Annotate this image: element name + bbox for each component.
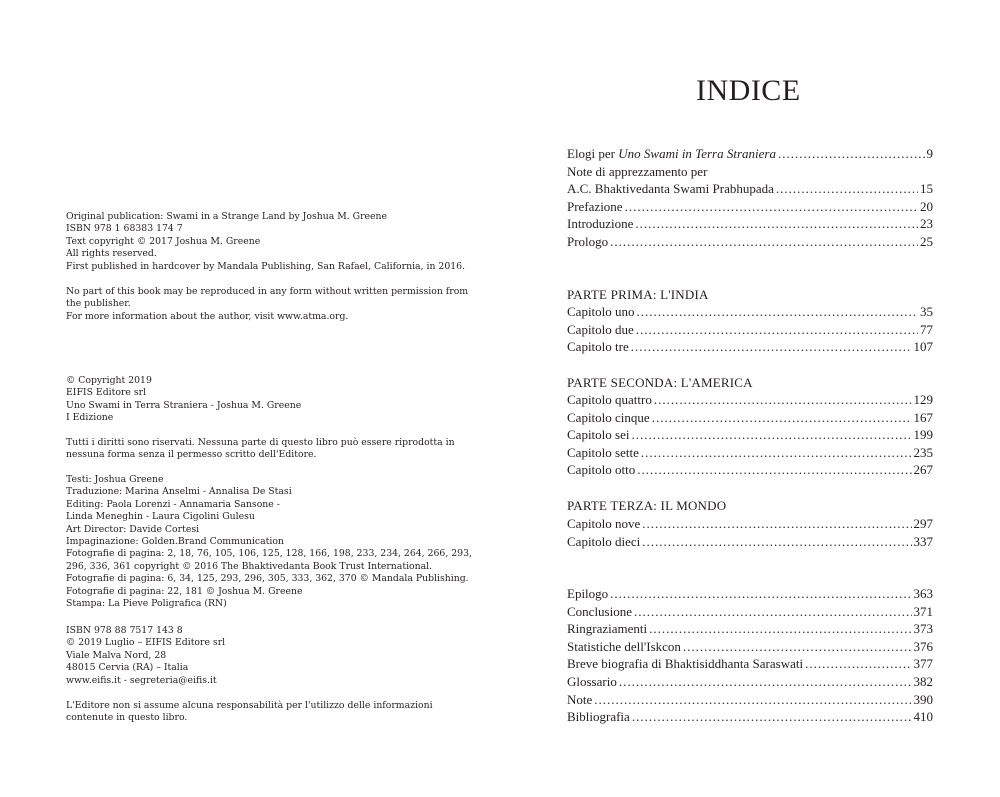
colophon-line: Testi: Joshua Greene bbox=[66, 474, 164, 485]
toc-entry bbox=[567, 339, 933, 357]
colophon-line: Fotografie di pagina: 22, 181 © Joshua M. Greene bbox=[66, 585, 303, 597]
toc-entry-label: Capitolo tre bbox=[567, 339, 629, 355]
dot-leader bbox=[652, 410, 912, 426]
colophon-line: Traduzione: Marina Anselmi - Annalisa De Stasi bbox=[66, 486, 292, 498]
copyright-block bbox=[66, 375, 466, 425]
toc-entry bbox=[567, 639, 933, 657]
toc-page-number: 167 bbox=[913, 409, 933, 425]
toc-entry-label: Breve biografia di Bhaktisiddhanta Saraswati bbox=[567, 656, 804, 672]
toc-entry bbox=[567, 392, 933, 410]
colophon-line: Fotografie di pagina: 2, 18, 76, 105, 106, 125, 128, 166, 198, 233, 234, 264, 266, 293, bbox=[66, 548, 472, 560]
colophon-line: © Copyright 2019 bbox=[66, 375, 152, 386]
page-title: INDICE bbox=[696, 74, 801, 107]
toc-page-number: 23 bbox=[920, 216, 933, 232]
toc-entry bbox=[567, 621, 933, 639]
reproduction-notice-block bbox=[66, 286, 469, 323]
colophon-line: ISBN 978 1 68383 174 7 bbox=[66, 223, 183, 235]
disclaimer-block bbox=[66, 700, 466, 725]
colophon-line: Editing: Paola Lorenzi - Annamaria Sansone - bbox=[66, 498, 280, 510]
toc-entry bbox=[567, 586, 933, 604]
toc-entry-label: Prologo bbox=[567, 233, 609, 249]
colophon-line: Original publication: Swami in a Strange Land by Joshua M. Greene bbox=[66, 211, 388, 222]
toc-entry-label: Capitolo uno bbox=[567, 304, 635, 319]
toc-entry-label: Capitolo due bbox=[567, 321, 634, 337]
colophon-line: 296, 336, 361 copyright © 2016 The Bhaktivedanta Book Trust International. bbox=[66, 560, 433, 572]
toc-parte-terza bbox=[567, 516, 933, 551]
toc-page-number: 77 bbox=[920, 321, 933, 337]
colophon-line: www.eifis.it - segreteria@eifis.it bbox=[66, 674, 217, 686]
toc-entry-label: Capitolo otto bbox=[567, 462, 636, 478]
toc-entry bbox=[567, 692, 933, 710]
dot-leader bbox=[776, 181, 918, 197]
dot-leader bbox=[654, 392, 912, 408]
colophon-line: contenute in questo libro. bbox=[66, 712, 188, 724]
toc-entry-label: Capitolo nove bbox=[567, 516, 641, 531]
toc-entry bbox=[567, 516, 933, 534]
colophon-line: Uno Swami in Terra Straniera - Joshua M. Greene bbox=[66, 399, 302, 411]
toc-entry-label: Capitolo dieci bbox=[567, 533, 641, 549]
toc-page-number: 235 bbox=[913, 444, 933, 460]
toc-page-number: 129 bbox=[913, 392, 933, 407]
toc-front-matter bbox=[567, 146, 933, 252]
toc-entry-label: Capitolo quattro bbox=[567, 392, 652, 407]
toc-entry bbox=[567, 322, 933, 340]
colophon-line: I Edizione bbox=[66, 412, 114, 424]
book-title-italic: Uno Swami in Terra Straniera bbox=[618, 146, 776, 161]
toc-page-number: 25 bbox=[920, 233, 933, 249]
colophon-line: For more information about the author, visit www.atma.org. bbox=[66, 310, 349, 322]
dot-leader bbox=[637, 462, 911, 478]
toc-entry bbox=[567, 604, 933, 622]
dot-leader bbox=[610, 586, 911, 602]
toc-entry-label: Introduzione bbox=[567, 216, 634, 232]
toc-entry-note-line: Note di apprezzamento per bbox=[567, 163, 708, 179]
publisher-block bbox=[66, 625, 466, 687]
dot-leader bbox=[637, 304, 918, 320]
toc-entry bbox=[567, 410, 933, 428]
dot-leader bbox=[641, 445, 912, 461]
toc-entry-label: Bibliografia bbox=[567, 709, 630, 725]
dot-leader bbox=[631, 427, 911, 443]
toc-entry bbox=[567, 199, 933, 217]
toc-page-number: 371 bbox=[913, 603, 933, 619]
toc-entry-label: Glossario bbox=[567, 673, 617, 689]
dot-leader bbox=[642, 534, 911, 550]
colophon-line: ISBN 978 88 7517 143 8 bbox=[66, 625, 183, 636]
toc-entry bbox=[567, 709, 933, 727]
colophon-line: Text copyright © 2017 Joshua M. Greene bbox=[66, 235, 261, 247]
dot-leader bbox=[635, 216, 918, 232]
toc-entry-label: Statistiche dell'Iskcon bbox=[567, 638, 681, 654]
toc-entry-label: Capitolo sette bbox=[567, 444, 639, 460]
colophon-line: nessuna forma senza il permesso scritto dell'Editore. bbox=[66, 449, 317, 461]
colophon-line: Viale Malva Nord, 28 bbox=[66, 649, 167, 661]
dot-leader bbox=[594, 692, 911, 708]
toc-entry-label: Note bbox=[567, 691, 593, 707]
colophon-line: Stampa: La Pieve Poligrafica (RN) bbox=[66, 598, 227, 610]
toc-page-number: 363 bbox=[913, 586, 933, 601]
dot-leader bbox=[619, 674, 912, 690]
toc-page-number: 267 bbox=[913, 462, 933, 478]
colophon-line: Impaginazione: Golden.Brand Communication bbox=[66, 536, 284, 548]
toc-page-number: 373 bbox=[913, 621, 933, 637]
credits-block bbox=[66, 474, 472, 610]
dot-leader bbox=[649, 621, 911, 637]
colophon-line: Fotografie di pagina: 6, 34, 125, 293, 296, 305, 333, 362, 370 © Mandala Publishing. bbox=[66, 573, 469, 585]
toc-page-number: 20 bbox=[920, 198, 933, 214]
toc-entry-label: Prefazione bbox=[567, 198, 623, 214]
toc-page-number: 297 bbox=[913, 516, 933, 531]
part-heading-prima: PARTE PRIMA: L'INDIA bbox=[567, 287, 709, 302]
toc-parte-seconda bbox=[567, 392, 933, 480]
dot-leader bbox=[632, 709, 912, 725]
part-heading-terza: PARTE TERZA: IL MONDO bbox=[567, 498, 727, 513]
toc-entry-label: A.C. Bhaktivedanta Swami Prabhupada bbox=[567, 181, 774, 197]
colophon-line: the publisher. bbox=[66, 298, 131, 310]
toc-page-number: 35 bbox=[920, 304, 933, 319]
dot-leader bbox=[805, 656, 911, 672]
toc-page-number: 410 bbox=[913, 709, 933, 725]
toc-entry-label: Conclusione bbox=[567, 603, 632, 619]
dot-leader bbox=[610, 234, 918, 250]
toc-entry bbox=[567, 304, 933, 322]
dot-leader bbox=[642, 516, 911, 532]
colophon-line: EIFIS Editore srl bbox=[66, 387, 147, 399]
toc-entry bbox=[567, 674, 933, 692]
part-heading-seconda: PARTE SECONDA: L'AMERICA bbox=[567, 375, 753, 390]
dot-leader bbox=[631, 339, 912, 355]
colophon-line: L'Editore non si assume alcuna responsabilità per l'utilizzo delle informazioni bbox=[66, 700, 433, 711]
toc-page-number: 15 bbox=[920, 181, 933, 197]
original-publication-block bbox=[66, 211, 466, 273]
toc-page-number: 199 bbox=[913, 427, 933, 443]
toc-entry-label: Epilogo bbox=[567, 586, 609, 601]
colophon-line: All rights reserved. bbox=[66, 248, 157, 260]
colophon-line: First published in hardcover by Mandala Publishing, San Rafael, California, in 2016. bbox=[66, 260, 466, 272]
toc-entry bbox=[567, 427, 933, 445]
toc-page-number: 377 bbox=[913, 656, 933, 672]
toc-entry bbox=[567, 656, 933, 674]
toc-page-number: 390 bbox=[913, 691, 933, 707]
toc-entry-label: Elogi per Uno Swami in Terra Straniera bbox=[567, 146, 776, 161]
dot-leader bbox=[634, 604, 912, 620]
toc-entry bbox=[567, 462, 933, 480]
toc-page-number: 337 bbox=[913, 533, 933, 549]
dot-leader bbox=[683, 639, 912, 655]
colophon-line: © 2019 Luglio – EIFIS Editore srl bbox=[66, 637, 226, 649]
toc-entry-label: Ringraziamenti bbox=[567, 621, 648, 637]
colophon-line: Art Director: Davide Cortesi bbox=[66, 523, 200, 535]
toc-entry-label: Capitolo cinque bbox=[567, 409, 650, 425]
colophon-line: 48015 Cervia (RA) – Italia bbox=[66, 662, 189, 674]
dot-leader bbox=[625, 199, 918, 215]
colophon-line: No part of this book may be reproduced in any form without written permission from bbox=[66, 286, 469, 297]
toc-entry-elogi bbox=[567, 146, 933, 164]
toc-page-number: 376 bbox=[913, 638, 933, 654]
toc-page-number: 107 bbox=[913, 339, 933, 355]
rights-reserved-block bbox=[66, 437, 466, 462]
toc-back-matter bbox=[567, 586, 933, 727]
toc-entry bbox=[567, 445, 933, 463]
toc-entry-note bbox=[567, 181, 933, 199]
dot-leader bbox=[636, 322, 918, 338]
toc-entry bbox=[567, 234, 933, 252]
colophon-line: Linda Meneghin - Laura Cigolini Gulesu bbox=[66, 511, 255, 523]
toc-entry bbox=[567, 216, 933, 234]
dot-leader bbox=[778, 146, 925, 162]
toc-entry bbox=[567, 534, 933, 552]
toc-page-number: 382 bbox=[913, 673, 933, 689]
colophon-line: Tutti i diritti sono riservati. Nessuna parte di questo libro può essere riprodotta in bbox=[66, 437, 455, 448]
toc-page-number: 9 bbox=[926, 146, 933, 161]
toc-parte-prima bbox=[567, 304, 933, 357]
toc-entry-label: Capitolo sei bbox=[567, 427, 630, 443]
